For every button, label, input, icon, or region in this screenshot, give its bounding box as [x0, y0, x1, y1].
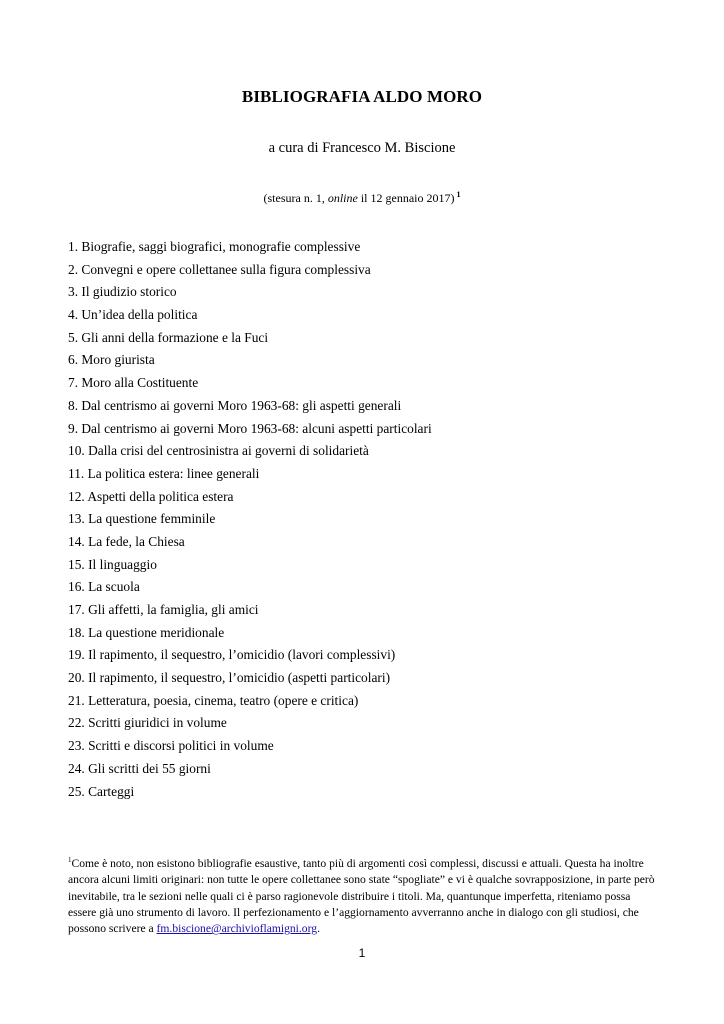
toc-item: 7. Moro alla Costituente: [68, 375, 199, 391]
toc-item: 21. Letteratura, poesia, cinema, teatro (opere e critica): [68, 692, 359, 708]
toc-item: 25. Carteggi: [68, 783, 135, 799]
toc-item: 16. La scuola: [68, 579, 140, 595]
toc-item: 14. La fede, la Chiesa: [68, 533, 185, 549]
footnote-reference[interactable]: 1: [456, 190, 461, 199]
footnote-end: .: [317, 922, 320, 936]
edition-online: online: [327, 191, 358, 205]
toc-item: 2. Convegni e opere collettanee sulla figura complessiva: [68, 261, 371, 277]
footnote-marker: 1: [68, 856, 72, 864]
toc-item: 3. Il giudizio storico: [68, 284, 177, 300]
toc-item: 23. Scritti e discorsi politici in volume: [68, 738, 274, 754]
footnote-text: Come è noto, non esistono bibliografie esaustive, tanto più di argomenti così complessi, discussi e attuali. Questa ha inoltre ancora alcuni limiti originari: non tutte le opere collettanee sono state “spogliate” e vi è qualche sovrapposizione, in parte però inevitabile, tra le sezioni nelle quali ci è parso ragionevole distribuire i titoli. Ma, quantunque imperfetta, riteniamo possa essere già uno strumento di lavoro. Il perfezionamento e l’aggiornamento avverranno anche in dialogo con gli studiosi, che possono scrivere a: [68, 857, 655, 936]
toc-item: 12. Aspetti della politica estera: [68, 488, 234, 504]
toc-item: 18. La questione meridionale: [68, 624, 225, 640]
edition-prefix: (stesura n. 1,: [263, 191, 328, 205]
toc-item: 20. Il rapimento, il sequestro, l’omicidio (aspetti particolari): [68, 670, 391, 686]
toc-item: 6. Moro giurista: [68, 352, 155, 368]
email-link[interactable]: fm.biscione@archivioflamigni.org: [156, 922, 318, 936]
toc-item: 10. Dalla crisi del centrosinistra ai governi di solidarietà: [68, 443, 369, 459]
toc-item: 5. Gli anni della formazione e la Fuci: [68, 329, 269, 345]
toc-item: 4. Un’idea della politica: [68, 307, 198, 323]
document-subtitle: a cura di Francesco M. Biscione: [268, 140, 456, 156]
toc-item: 9. Dal centrismo ai governi Moro 1963-68: alcuni aspetti particolari: [68, 420, 432, 436]
toc-item: 24. Gli scritti dei 55 giorni: [68, 760, 211, 776]
toc-item: 11. La politica estera: linee generali: [68, 465, 260, 481]
toc-item: 1. Biografie, saggi biografici, monografie complessive: [68, 239, 361, 254]
edition-suffix: il 12 gennaio 2017): [357, 191, 455, 205]
toc-item: 19. Il rapimento, il sequestro, l’omicidio (lavori complessivi): [68, 647, 396, 663]
page-number: 1: [358, 946, 366, 960]
toc-item: 17. Gli affetti, la famiglia, gli amici: [68, 602, 259, 617]
toc-item: 13. La questione femminile: [68, 511, 216, 527]
toc-item: 8. Dal centrismo ai governi Moro 1963-68: gli aspetti generali: [68, 397, 402, 413]
toc-item: 22. Scritti giuridici in volume: [68, 715, 227, 731]
document-title: BIBLIOGRAFIA ALDO MORO: [241, 87, 483, 106]
edition-note: [0, 190, 724, 206]
table-of-contents: [68, 236, 668, 803]
toc-item: 15. Il linguaggio: [68, 556, 157, 572]
footnote: [68, 852, 658, 937]
